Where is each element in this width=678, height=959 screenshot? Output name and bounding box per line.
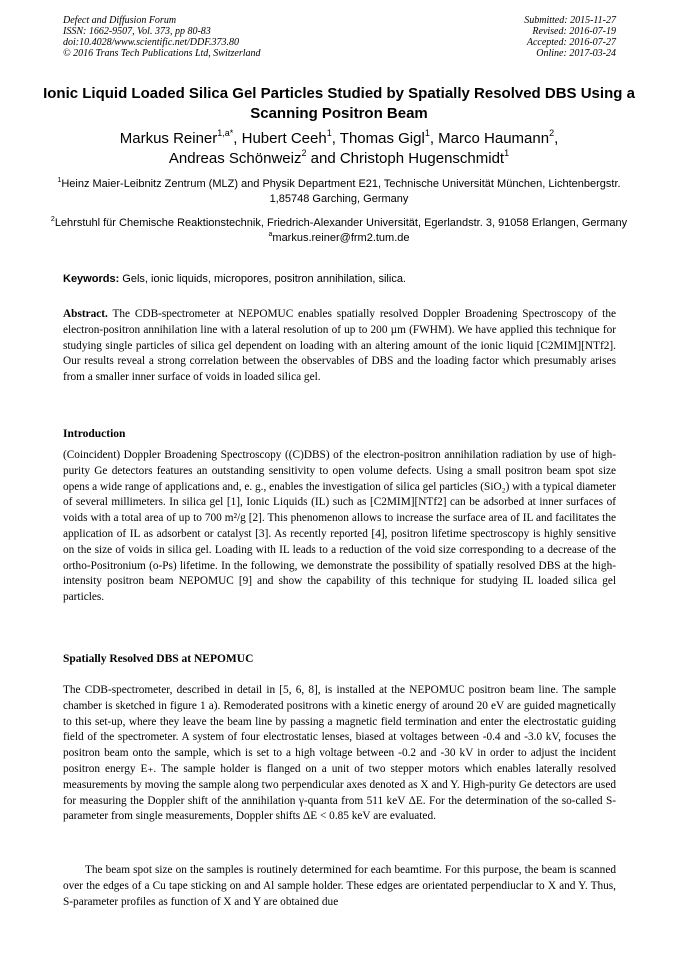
author-affil-mark: 1 [326, 128, 332, 138]
affiliation-mark: 1 [57, 177, 62, 184]
paragraph-text: (Coincident) Doppler Broadening Spectroscopy ((C)DBS) of the electron-positron annihilation radiation by use of high-purity Ge detectors features an outstanding sensitivity to open volume defects. Using a small positron beam spot size opens a wide range of applications and, e. g., enables the investigation of silica gel particles (SiO₂) with a typical diameter of several millimeters. In silica gel [1], Ionic Liquids (IL) such as [C2MIM][NTf2] can be adsorbed at inner surfaces of voids with a total area of up to 700 m²/g [2]. This phenomenon allows to increase the surface area of IL and facilitates the application of IL as adsorbent or catalyst [3]. As recently reported [4], positron lifetime spectroscopy is highly sensitive on the size of voids in silica gel. Loading with IL leads to a reduction of the void size corresponding to a decrease of the ortho-Positronium (o-Ps) lifetime. In the following, we demonstrate the possibility of spatially resolved DBS at the high-intensity positron beam NEPOMUC [9] and show the capability of this technique for studying IL loaded silica gel particles. [63, 449, 616, 604]
abstract-text: The CDB-spectrometer at NEPOMUC enables spatially resolved Doppler Broadening Spectroscopy of the electron-positron annihilation line with a lateral resolution of up to 200 µm (FWHM). We have applied this technique for studying single particles of silica gel dependent on loading with an altering amount of the ionic liquid [C2MIM][NTf2]. Our results reveal a strong correlation between the observables of DBS and the loading factor which presumably arises from a smaller inner surface of voids in loaded silica gel. [63, 308, 616, 384]
section2-paragraph-2 [63, 863, 616, 910]
keywords [63, 272, 616, 287]
online-date: Online: 2017-03-24 [536, 48, 616, 59]
author-email[interactable]: markus.reiner@frm2.tum.de [272, 232, 410, 244]
author-separator: and [306, 150, 340, 167]
paragraph-text: The beam spot size on the samples is routinely determined for each beamtime. For this purpose, the beam is scanned over the edges of a Cu tape sticking on and Al sample holder. These edges are orientated perpendiuclar to X and Y. Thus, S-parameter profiles as function of X and Y are obtained due [63, 864, 616, 908]
journal-copyright: © 2016 Trans Tech Publications Ltd, Switzerland [63, 48, 261, 59]
author-name: Thomas Gigl [339, 130, 425, 147]
author-list [30, 129, 648, 169]
author-name: Hubert Ceeh [241, 130, 327, 147]
journal-doi: doi:10.4028/www.scientific.net/DDF.373.80 [63, 37, 240, 48]
section-heading-introduction: Introduction [63, 428, 126, 440]
email-mark: a [268, 231, 273, 238]
author-separator: , [554, 130, 559, 147]
submitted-date: Submitted: 2015-11-27 [524, 15, 616, 26]
author-separator: , [233, 130, 242, 147]
section-heading-spatially-resolved-dbs: Spatially Resolved DBS at NEPOMUC [63, 653, 254, 665]
affiliation-text: Lehrstuhl für Chemische Reaktionstechnik, Friedrich-Alexander Universität, Egerlandstr. 3, 91058 Erlangen, Germany [54, 217, 628, 229]
paper-title: Ionic Liquid Loaded Silica Gel Particles Studied by Spatially Resolved DBS Using a Scanning Positron Beam [43, 85, 635, 122]
affiliation-1 [40, 177, 638, 207]
abstract-label: Abstract. [63, 308, 108, 320]
date-info [524, 15, 616, 59]
author-separator: , [429, 130, 439, 147]
affiliation-text: Heinz Maier-Leibnitz Zentrum (MLZ) and Physik Department E21, Technische Universität München, Lichtenbergstr. 1,85748 Garching, Germany [61, 178, 621, 205]
keywords-text: Gels, ionic liquids, micropores, positron annihilation, silica. [119, 273, 406, 285]
journal-name: Defect and Diffusion Forum [63, 15, 177, 26]
author-name: Markus Reiner [119, 130, 218, 147]
journal-info [63, 15, 261, 59]
affiliation-mark: 2 [50, 216, 55, 223]
author-name: Marco Haumann [438, 130, 550, 147]
section2-paragraph-1 [63, 683, 616, 825]
author-separator: , [331, 130, 340, 147]
journal-issn: ISSN: 1662-9507, Vol. 373, pp 80-83 [63, 26, 211, 37]
accepted-date: Accepted: 2016-07-27 [526, 37, 616, 48]
author-affil-mark: 1,a* [217, 128, 234, 138]
author-affil-mark: 1 [424, 128, 430, 138]
author-name: Andreas Schönweiz [168, 150, 302, 167]
author-name: Christoph Hugenschmidt [339, 150, 505, 167]
introduction-paragraph [63, 448, 616, 606]
affiliation-2 [40, 216, 638, 246]
author-affil-mark: 1 [504, 148, 510, 158]
paragraph-text: The CDB-spectrometer, described in detail in [5, 6, 8], is installed at the NEPOMUC positron beam line. The sample chamber is sketched in figure 1 a). Remoderated positrons with a kinetic energy of around 20 eV are guided magnetically to this set-up, where they leave the beam line by passing a magnetic field termination and enter the electrostatic guiding field of the spectrometer. A system of four electrostatic lenses, biased at voltages between -0.4 and -3.0 kV, focuses the positron beam onto the sample, which is set to a high voltage between -0.2 and -30 kV in order to adjust the incident positron energy E₊. The sample holder is flanged on a unit of two stepper motors which enables laterally resolved measurements by moving the sample along two perpendicular axes denoted as X and Y. High-purity Ge detectors are used for measuring the Doppler shift of the annihilation γ-quanta from 511 keV ΔE. For the determination of the so-called S-parameter from single measurements, Doppler shifts ΔE < 0.85 keV are evaluated. [63, 684, 616, 823]
abstract [63, 307, 616, 386]
author-affil-mark: 2 [549, 128, 555, 138]
revised-date: Revised: 2016-07-19 [532, 26, 616, 37]
author-affil-mark: 2 [301, 148, 307, 158]
keywords-label: Keywords: [63, 273, 120, 285]
